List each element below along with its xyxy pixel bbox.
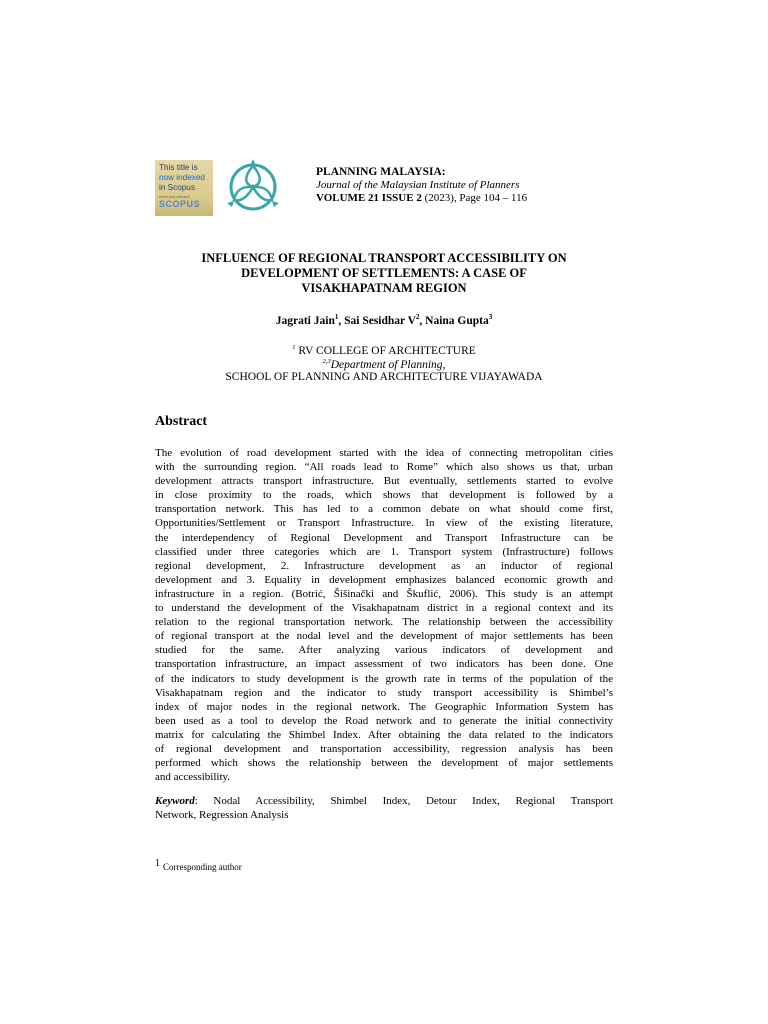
abstract-line: to understand the development of the Visakhapatnam district in a regional context and its (155, 602, 613, 615)
keyword-line: Network, Regression Analysis (155, 809, 289, 822)
affiliation-sup: 1 (292, 344, 296, 351)
author-sup: 1 (334, 313, 339, 321)
abstract-line: and accessibility. (155, 771, 231, 784)
abstract-line: the interdependency of Regional Development and Transport Infrastructure can be (155, 531, 613, 544)
author-sup: 3 (488, 313, 493, 321)
paper-title (160, 251, 608, 296)
keyword-label: Keyword (155, 795, 195, 807)
title-line: INFLUENCE OF REGIONAL TRANSPORT ACCESSIBILITY ON (201, 251, 567, 265)
abstract-line: regional development, 2. Infrastructure development as an inductor of regional (155, 559, 613, 572)
badge-brand: SCOPUS (159, 199, 201, 209)
badge-line-2: now indexed (159, 173, 205, 182)
abstract-line: transportation network. This has led to a common debate on what should come first, (155, 503, 613, 516)
journal-name: PLANNING MALAYSIA: (316, 166, 446, 178)
author-sep: , (338, 314, 345, 327)
volume-issue: VOLUME 21 ISSUE 2 (316, 192, 422, 204)
abstract-heading: Abstract (155, 414, 208, 429)
abstract-line: development attracts transport infrastructure. But eventually, settlements started to evolve (155, 475, 613, 488)
abstract-line: transportation infrastructure, an impact assessment of two indicators has been done. One (155, 658, 613, 671)
journal-logo-icon (220, 156, 286, 218)
abstract-line: in close proximity to the roads, which shows that development is followed by a (155, 489, 613, 502)
author-sup: 2 (415, 313, 420, 321)
abstract-line: Opportunities/Settlement or Transport Infrastructure. In view of the existing literature, (155, 517, 613, 530)
title-line: DEVELOPMENT OF SETTLEMENTS: A CASE OF (241, 266, 527, 280)
abstract-line: performed which shows the relationship between the development of major settlements (155, 757, 613, 770)
badge-line-1: This title is (159, 163, 198, 172)
author-sep: , (419, 314, 426, 327)
affiliation-2 (160, 355, 608, 372)
affiliation-text: SCHOOL OF PLANNING AND ARCHITECTURE VIJAYAWADA (225, 371, 543, 383)
keyword-text: : Nodal Accessibility, Shimbel Index, Detour Index, Regional Transport (194, 795, 613, 807)
title-line: VISAKHAPATNAM REGION (301, 281, 467, 295)
abstract-line: infrastructure in a region. (Botrić, Šišinački and Škuflić, 2006). This study is an attempt (155, 587, 613, 600)
abstract-line: studied for the same. After analyzing various indicators of development and (155, 644, 613, 657)
abstract-line: been used as a tool to develop the Road network and to generate the initial connectivity (155, 714, 613, 727)
abstract-line: of regional development and transportation accessibility, regression analysis has been (155, 742, 613, 755)
author-list (160, 313, 608, 327)
badge-line-3: in Scopus (159, 183, 195, 192)
affiliation-text: Department of Planning, (330, 358, 446, 371)
affiliation-sup: 2,3 (322, 358, 331, 365)
abstract-line: relation to the regional transportation network. The relationship between the accessibility (155, 616, 613, 629)
abstract-line: Visakhapatnam region and the indicator to study transport accessibility is Shimbel’s (155, 686, 613, 699)
author-name: Sai Sesidhar V (344, 314, 416, 327)
volume-pages: (2023), Page 104 – 116 (421, 192, 528, 204)
abstract-line: The evolution of road development started with the idea of connecting metropolitan cities (155, 447, 613, 459)
abstract-body (155, 446, 613, 784)
footnote-mark: 1 (155, 858, 160, 869)
keyword-line (155, 794, 613, 808)
author-name: Naina Gupta (425, 314, 489, 327)
footnote-text: Corresponding author (163, 862, 242, 872)
badge-tagline: refine your research (159, 195, 191, 199)
abstract-line: of the indicators to study development is the growth rate in terms of the population of the (155, 672, 613, 685)
footnote (155, 858, 242, 872)
author-name: Jagrati Jain (275, 314, 335, 327)
abstract-line: matrix for calculating the Shimbel Index. After obtaining the data related to the indicators (155, 728, 613, 741)
journal-volume (316, 192, 636, 205)
journal-info (316, 166, 636, 205)
scopus-badge (155, 160, 213, 216)
abstract-line: with the surrounding region. “All roads lead to Rome” which also shows us that, urban (155, 461, 613, 474)
abstract-line: classified under three categories which are 1. Transport system (Infrastructure) follows (155, 545, 613, 558)
abstract-line: index of major nodes in the regional network. The Geographic Information System has (155, 700, 613, 713)
affiliation-text: RV COLLEGE OF ARCHITECTURE (298, 344, 476, 357)
journal-subtitle: Journal of the Malaysian Institute of Planners (316, 179, 520, 191)
abstract-line: of regional transport at the nodal level and the development of major settlements has been (155, 630, 613, 643)
affiliation-3 (160, 371, 608, 384)
abstract-line: development and 3. Equality in development emphasizes balanced economic growth and (155, 573, 613, 586)
keywords (155, 794, 613, 822)
